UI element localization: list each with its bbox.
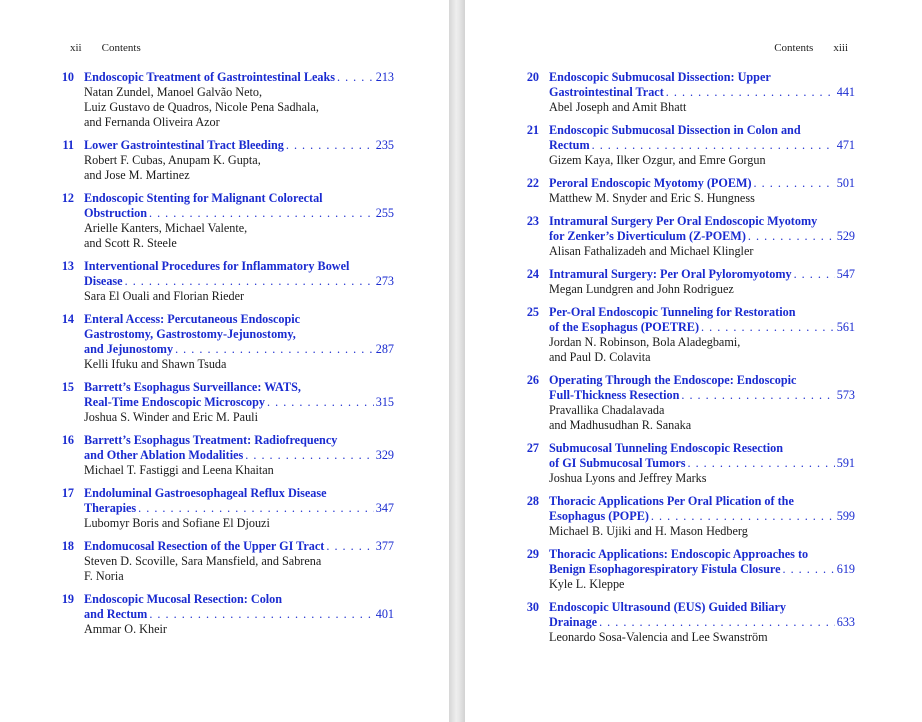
chapter-title-link[interactable] — [84, 380, 394, 410]
chapter-authors: Luiz Gustavo de Quadros, Nicole Pena Sadhala, — [84, 100, 319, 114]
chapter-title-last-line — [84, 138, 394, 153]
chapter-authors: Gizem Kaya, Ilker Ozgur, and Emre Gorgun — [549, 153, 766, 167]
chapter-number: 29 — [526, 547, 539, 561]
chapter-title-link[interactable] — [549, 305, 855, 335]
chapter-page-number: 315 — [375, 395, 394, 409]
dot-leader — [701, 320, 835, 335]
chapter-authors: Arielle Kanters, Michael Valente, — [84, 221, 248, 235]
chapter-title-line: Thoracic Applications Per Oral Plication of the — [549, 494, 794, 508]
chapter-number: 19 — [61, 592, 74, 606]
chapter-page-number: 401 — [375, 607, 394, 621]
toc-entry[interactable] — [58, 191, 394, 251]
chapter-title-last-line — [549, 320, 855, 335]
chapter-title-link[interactable] — [549, 176, 855, 191]
chapter-authors: Lubomyr Boris and Sofiane El Djouzi — [84, 516, 270, 530]
chapter-title-line: Endoscopic Stenting for Malignant Colorectal — [84, 191, 323, 205]
chapter-title-line: Therapies — [84, 501, 137, 515]
chapter-title-last-line — [549, 388, 855, 403]
chapter-title-line: Full-Thickness Resection — [549, 388, 680, 402]
toc-entry[interactable] — [58, 312, 394, 372]
dot-leader — [748, 229, 835, 244]
chapter-authors: Ammar O. Kheir — [84, 622, 167, 636]
chapter-number: 13 — [61, 259, 74, 273]
chapter-authors: and Scott R. Steele — [84, 236, 177, 250]
dot-leader — [175, 342, 374, 357]
chapter-title-link[interactable] — [84, 70, 394, 85]
dot-leader — [149, 206, 374, 221]
chapter-authors: and Madhusudhan R. Sanaka — [549, 418, 692, 432]
dot-leader — [267, 395, 374, 410]
running-head-title: Contents — [774, 42, 814, 54]
dot-leader — [599, 615, 835, 630]
toc-entry[interactable] — [523, 70, 855, 115]
chapter-title-link[interactable] — [549, 214, 855, 244]
dot-leader — [286, 138, 374, 153]
chapter-number: 14 — [61, 312, 74, 326]
chapter-title-last-line — [549, 615, 855, 630]
toc-entry[interactable] — [523, 123, 855, 168]
chapter-title-link[interactable] — [84, 433, 394, 463]
chapter-title-link[interactable] — [549, 267, 855, 282]
chapter-authors: Jordan N. Robinson, Bola Aladegbami, — [549, 335, 741, 349]
chapter-title-line: Endoscopic Ultrasound (EUS) Guided Biliary — [549, 600, 787, 614]
chapter-title-line: Submucosal Tunneling Endoscopic Resection — [549, 441, 783, 455]
chapter-title-line: of the Esophagus (POETRE) — [549, 320, 699, 334]
chapter-title-last-line — [84, 539, 394, 554]
chapter-title-line: Endoluminal Gastroesophageal Reflux Disease — [84, 486, 327, 500]
chapter-title-link[interactable] — [549, 600, 855, 630]
chapter-authors: Kelli Ifuku and Shawn Tsuda — [84, 357, 227, 371]
chapter-page-number: 529 — [836, 229, 855, 243]
chapter-authors: F. Noria — [84, 569, 124, 583]
dot-leader — [687, 456, 834, 471]
chapter-title-link[interactable] — [84, 592, 394, 622]
chapter-number: 21 — [526, 123, 539, 137]
chapter-authors: Pravallika Chadalavada — [549, 403, 665, 417]
chapter-title-line: Endoscopic Treatment of Gastrointestinal Leaks — [84, 70, 335, 84]
toc-entry[interactable] — [58, 592, 394, 637]
chapter-title-line: Esophagus (POPE) — [549, 509, 649, 523]
chapter-page-number: 441 — [836, 85, 855, 99]
chapter-title-last-line — [84, 607, 394, 622]
chapter-page-number: 471 — [836, 138, 855, 152]
chapter-number: 25 — [526, 305, 539, 319]
chapter-number: 11 — [62, 138, 74, 152]
chapter-number: 16 — [61, 433, 74, 447]
toc-entry[interactable] — [58, 138, 394, 183]
dot-leader — [794, 267, 835, 282]
toc-entry[interactable] — [523, 373, 855, 433]
chapter-title-line: Thoracic Applications: Endoscopic Approaches to — [549, 547, 809, 561]
chapter-authors: Joshua S. Winder and Eric M. Pauli — [84, 410, 258, 424]
chapter-title-line: Operating Through the Endoscope: Endoscopic — [549, 373, 797, 387]
toc-entry[interactable] — [523, 600, 855, 645]
chapter-number: 23 — [526, 214, 539, 228]
chapter-authors: Kyle L. Kleppe — [549, 577, 625, 591]
toc-entry[interactable] — [523, 441, 855, 486]
chapter-authors: and Jose M. Martinez — [84, 168, 190, 182]
chapter-page-number: 273 — [375, 274, 394, 288]
chapter-page-number: 561 — [836, 320, 855, 334]
chapter-title-line: Endoscopic Submucosal Dissection in Colon and — [549, 123, 801, 137]
dot-leader — [681, 388, 834, 403]
page-number: xii — [70, 42, 82, 54]
chapter-number: 26 — [526, 373, 539, 387]
dot-leader — [149, 607, 373, 622]
dot-leader — [337, 70, 374, 85]
chapter-title-link[interactable] — [549, 494, 855, 524]
chapter-title-last-line — [84, 274, 394, 289]
chapter-title-line: Endomucosal Resection of the Upper GI Tract — [84, 539, 325, 553]
chapter-authors: Joshua Lyons and Jeffrey Marks — [549, 471, 707, 485]
chapter-title-last-line — [549, 229, 855, 244]
chapter-title-link[interactable] — [84, 486, 394, 516]
chapter-title-last-line — [84, 342, 394, 357]
toc-list — [58, 70, 394, 637]
chapter-title-last-line — [84, 70, 394, 85]
chapter-page-number: 619 — [836, 562, 855, 576]
chapter-page-number: 573 — [836, 388, 855, 402]
chapter-title-link[interactable] — [549, 547, 855, 577]
dot-leader — [138, 501, 374, 516]
chapter-title-line: Endoscopic Submucosal Dissection: Upper — [549, 70, 771, 84]
chapter-page-number: 599 — [836, 509, 855, 523]
chapter-title-line: Benign Esophagorespiratory Fistula Closure — [549, 562, 781, 576]
chapter-authors: Natan Zundel, Manoel Galvão Neto, — [84, 85, 263, 99]
chapter-title-link[interactable] — [84, 312, 394, 357]
toc-entry[interactable] — [58, 70, 394, 130]
chapter-authors: Steven D. Scoville, Sara Mansfield, and Sabrena — [84, 554, 322, 568]
toc-entry[interactable] — [523, 267, 855, 297]
dot-leader — [592, 138, 835, 153]
chapter-authors: Michael T. Fastiggi and Leena Khaitan — [84, 463, 274, 477]
chapter-authors: and Paul D. Colavita — [549, 350, 651, 364]
page-number: xiii — [833, 42, 848, 54]
chapter-title-last-line — [84, 448, 394, 463]
running-head — [764, 42, 858, 54]
toc-entry[interactable] — [58, 380, 394, 425]
chapter-title-link[interactable] — [84, 191, 394, 221]
page-gutter — [449, 0, 465, 722]
chapter-authors: Michael B. Ujiki and H. Mason Hedberg — [549, 524, 748, 538]
chapter-title-line: Gastrostomy, Gastrostomy-Jejunostomy, — [84, 327, 296, 341]
chapter-title-line: Interventional Procedures for Inflammatory Bowel — [84, 259, 350, 273]
chapter-authors: Megan Lundgren and John Rodriguez — [549, 282, 734, 296]
chapter-title-line: Intramural Surgery Per Oral Endoscopic Myotomy — [549, 214, 818, 228]
chapter-authors: Sara El Ouali and Florian Rieder — [84, 289, 245, 303]
chapter-number: 27 — [526, 441, 539, 455]
chapter-title-link[interactable] — [84, 539, 394, 554]
chapter-title-last-line — [549, 562, 855, 577]
chapter-page-number: 591 — [836, 456, 855, 470]
chapter-number: 22 — [526, 176, 539, 190]
chapter-page-number: 347 — [375, 501, 394, 515]
chapter-title-line: Enteral Access: Percutaneous Endoscopic — [84, 312, 301, 326]
chapter-title-line: Real-Time Endoscopic Microscopy — [84, 395, 265, 409]
dot-leader — [666, 85, 835, 100]
chapter-title-line: Peroral Endoscopic Myotomy (POEM) — [549, 176, 752, 190]
chapter-title-line: Lower Gastrointestinal Tract Bleeding — [84, 138, 284, 152]
chapter-title-last-line — [549, 138, 855, 153]
chapter-page-number: 501 — [836, 176, 855, 190]
dot-leader — [245, 448, 373, 463]
chapter-title-last-line — [84, 206, 394, 221]
chapter-page-number: 213 — [375, 70, 394, 84]
chapter-number: 30 — [526, 600, 539, 614]
chapter-page-number: 377 — [375, 539, 394, 553]
chapter-number: 24 — [526, 267, 539, 281]
chapter-title-line: Rectum — [549, 138, 590, 152]
toc-entry[interactable] — [523, 305, 855, 365]
chapter-title-line: and Jejunostomy — [84, 342, 174, 356]
chapter-title-line: Intramural Surgery: Per Oral Pyloromyotomy — [549, 267, 792, 281]
chapter-title-line: Drainage — [549, 615, 598, 629]
dot-leader — [782, 562, 834, 577]
chapter-page-number: 287 — [375, 342, 394, 356]
chapter-title-link[interactable] — [549, 123, 855, 153]
toc-entry[interactable] — [58, 259, 394, 304]
chapter-authors: and Fernanda Oliveira Azor — [84, 115, 220, 129]
dot-leader — [326, 539, 373, 554]
chapter-page-number: 255 — [375, 206, 394, 220]
chapter-authors: Robert F. Cubas, Anupam K. Gupta, — [84, 153, 261, 167]
chapter-title-last-line — [84, 501, 394, 516]
toc-list — [523, 70, 855, 645]
toc-entry[interactable] — [523, 214, 855, 259]
chapter-title-link[interactable] — [549, 373, 855, 403]
chapter-title-line: of GI Submucosal Tumors — [549, 456, 686, 470]
chapter-title-line: and Rectum — [84, 607, 148, 621]
chapter-title-line: Obstruction — [84, 206, 147, 220]
chapter-title-line: and Other Ablation Modalities — [84, 448, 244, 462]
dot-leader — [754, 176, 835, 191]
chapter-number: 15 — [61, 380, 74, 394]
toc-entry[interactable] — [523, 176, 855, 206]
chapter-number: 18 — [61, 539, 74, 553]
chapter-title-link[interactable] — [84, 138, 394, 153]
chapter-title-line: Endoscopic Mucosal Resection: Colon — [84, 592, 283, 606]
chapter-title-line: for Zenker’s Diverticulum (Z-POEM) — [549, 229, 746, 243]
toc-entry[interactable] — [58, 539, 394, 584]
chapter-authors: Leonardo Sosa-Valencia and Lee Swanström — [549, 630, 768, 644]
chapter-page-number: 329 — [375, 448, 394, 462]
chapter-number: 28 — [526, 494, 539, 508]
chapter-title-link[interactable] — [549, 441, 855, 471]
chapter-title-last-line — [549, 267, 855, 282]
chapter-title-last-line — [549, 176, 855, 191]
chapter-title-line: Disease — [84, 274, 123, 288]
toc-entry[interactable] — [58, 433, 394, 478]
chapter-authors: Alisan Fathalizadeh and Michael Klingler — [549, 244, 754, 258]
chapter-page-number: 547 — [836, 267, 855, 281]
chapter-number: 12 — [61, 191, 74, 205]
chapter-title-last-line — [84, 395, 394, 410]
left-page — [0, 0, 449, 722]
chapter-title-line: Per-Oral Endoscopic Tunneling for Restoration — [549, 305, 796, 319]
dot-leader — [125, 274, 374, 289]
chapter-title-last-line — [549, 509, 855, 524]
chapter-title-link[interactable] — [84, 259, 394, 289]
chapter-title-line: Gastrointestinal Tract — [549, 85, 664, 99]
dot-leader — [651, 509, 835, 524]
running-head — [60, 42, 151, 54]
chapter-authors: Abel Joseph and Amit Bhatt — [549, 100, 687, 114]
chapter-number: 20 — [526, 70, 539, 84]
chapter-title-last-line — [549, 456, 855, 471]
chapter-page-number: 235 — [375, 138, 394, 152]
running-head-title: Contents — [101, 42, 141, 54]
toc-entry[interactable] — [58, 486, 394, 531]
chapter-number: 10 — [61, 70, 74, 84]
chapter-title-last-line — [549, 85, 855, 100]
chapter-title-line: Barrett’s Esophagus Treatment: Radiofrequency — [84, 433, 338, 447]
right-page — [465, 0, 922, 722]
chapter-title-line: Barrett’s Esophagus Surveillance: WATS, — [84, 380, 301, 394]
chapter-page-number: 633 — [836, 615, 855, 629]
toc-entry[interactable] — [523, 494, 855, 539]
chapter-title-link[interactable] — [549, 70, 855, 100]
chapter-authors: Matthew M. Snyder and Eric S. Hungness — [549, 191, 755, 205]
chapter-number: 17 — [61, 486, 74, 500]
toc-entry[interactable] — [523, 547, 855, 592]
